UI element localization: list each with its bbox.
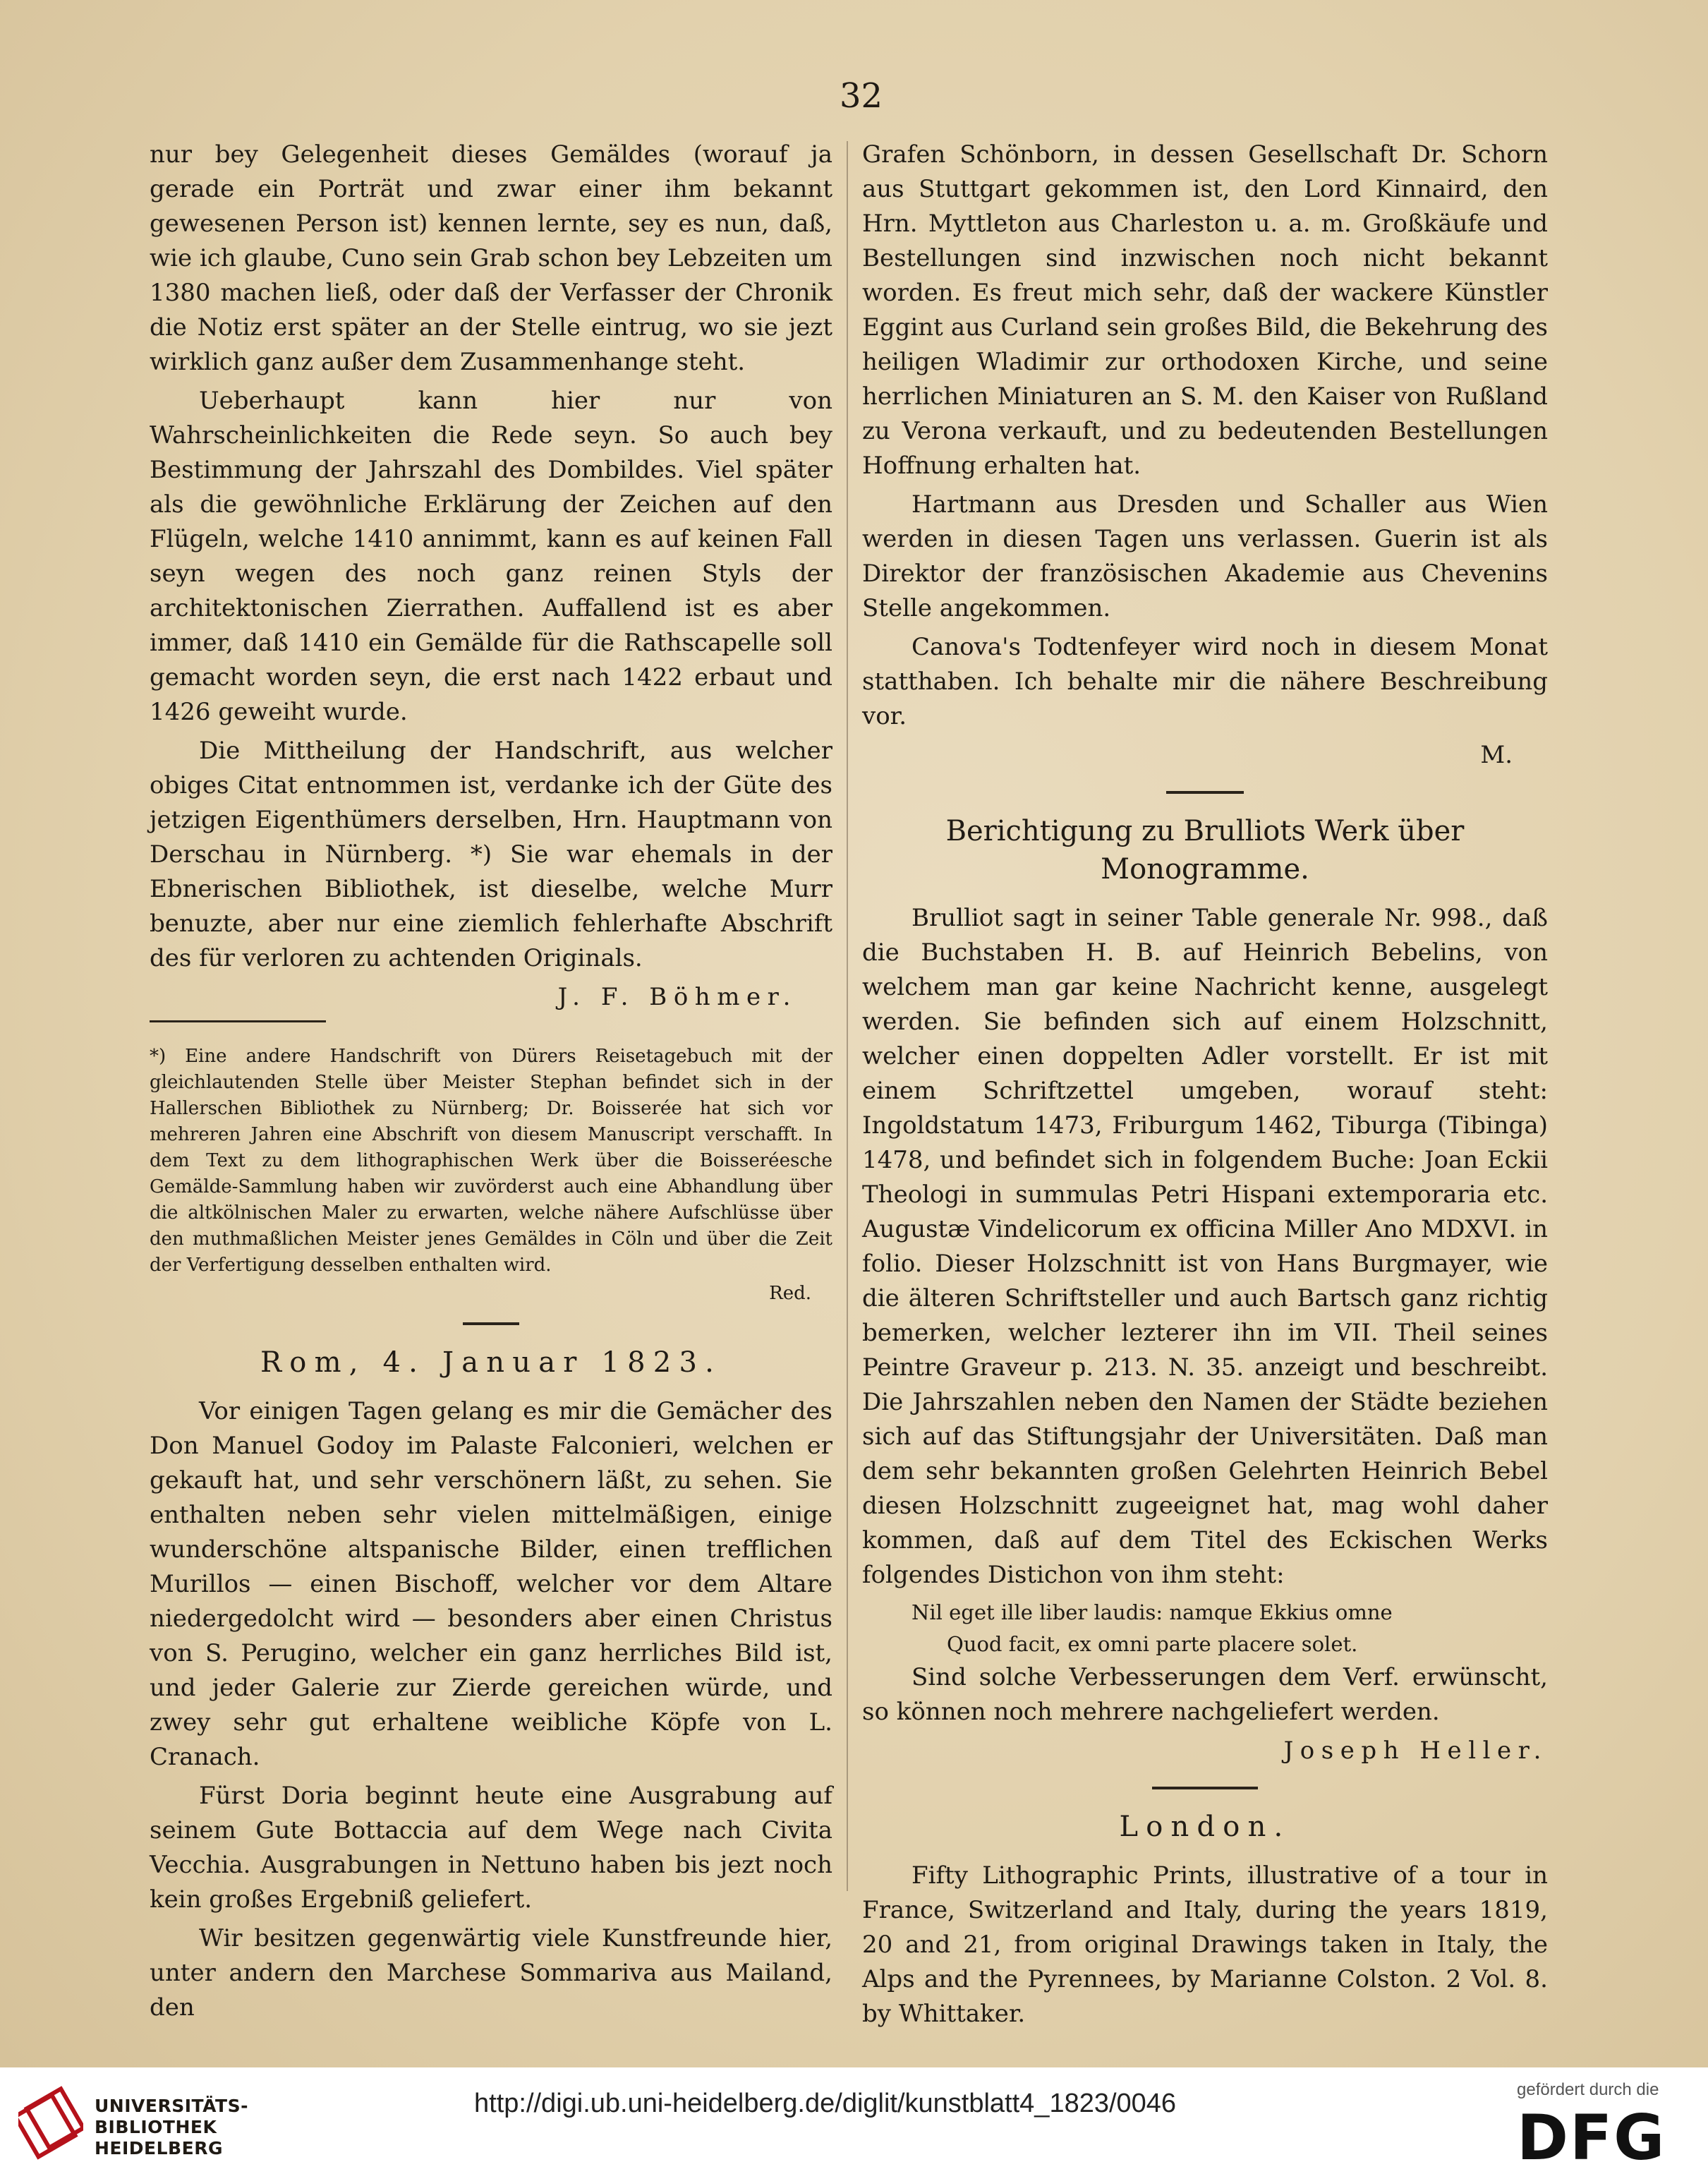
- author-signature: Joseph Heller.: [1283, 1737, 1548, 1765]
- author-signature: M.: [1480, 741, 1513, 769]
- permalink-url[interactable]: http://digi.ub.uni-heidelberg.de/diglit/kunstblatt4_1823/0046: [474, 2089, 1177, 2118]
- viewer-footer: [0, 2067, 1708, 2174]
- library-name-line: UNIVERSITÄTS-: [95, 2096, 248, 2116]
- paragraph: Sind solche Verbesserungen dem Verf. erwünscht, so können noch mehrere nachgeliefert werden.: [862, 1663, 1548, 1726]
- sponsor-text: gefördert durch die: [1517, 2080, 1659, 2099]
- paragraph: Vor einigen Tagen gelang es mir die Gemächer des Don Manuel Godoy im Palaste Falconieri, welchen er gekauft hat, und sehr verschönern läßt, zu sehen. Sie enthalten neben sehr vielen mittelmäßigen, einige wunderschöne altspanische Bilder, einen trefflichen Murillos — einen Bischoff, welcher vor dem Altare niedergedolcht wird — besonders aber einen Christus von S. Perugino, welcher ein ganz herrliches Bild ist, und jeder Galerie zur Zierde gereichen würde, und zwey sehr gut erhaltene weibliche Köpfe von L. Cranach.: [150, 1397, 832, 1771]
- verse-line: Quod facit, ex omni parte placere solet.: [947, 1632, 1358, 1656]
- paragraph: Ueberhaupt kann hier nur von Wahrscheinlichkeiten die Rede seyn. So auch bey Bestimmung der Jahrszahl des Dombildes. Viel später als die gewöhnliche Erklärung der Zeichen auf den Flügeln, welche 1410 annimmt, kann es auf keinen Fall seyn wegen des noch ganz reinen Styls der architektonischen Zierrathen. Auffallend ist es aber immer, daß 1410 ein Gemälde für die Rathscapelle soll gemacht worden seyn, die erst nach 1422 erbaut und 1426 geweiht wurde.: [150, 387, 832, 726]
- library-name-line: HEIDELBERG: [95, 2138, 223, 2158]
- author-signature: J. F. Böhmer.: [557, 983, 797, 1011]
- paragraph: Fürst Doria beginnt heute eine Ausgrabung auf seinem Gute Bottaccia auf dem Wege nach Civita Vecchia. Ausgrabungen in Nettuno haben bis jezt noch kein großes Ergebniß geliefert.: [150, 1782, 832, 1914]
- library-name-line: BIBLIOTHEK: [95, 2117, 217, 2137]
- verse-line: Nil eget ille liber laudis: namque Ekkius omne: [911, 1600, 1393, 1624]
- page-number: 32: [840, 76, 883, 116]
- paragraph: Hartmann aus Dresden und Schaller aus Wien werden in diesen Tagen uns verlassen. Guerin ist als Direktor der französischen Akademie aus Chevenins Stelle angekommen.: [862, 490, 1548, 622]
- footnote-signature: Red.: [769, 1283, 811, 1304]
- footnote: [150, 1044, 832, 1304]
- rome-heading: Rom, 4. Januar 1823.: [260, 1346, 722, 1379]
- london-heading: London.: [1119, 1811, 1291, 1843]
- section-divider: [463, 1322, 519, 1325]
- heidelberg-library-logo-icon[interactable]: [18, 2079, 83, 2162]
- paragraph: nur bey Gelegenheit dieses Gemäldes (worauf ja gerade ein Porträt und zwar einer ihm bekannt gewesenen Person ist) kennen lernte, sey es nun, daß, wie ich glaube, Cuno sein Grab schon bey Lebzeiten um 1380 machen ließ, oder daß der Verfasser der Chronik die Notiz erst später an der Stelle eintrug, wo sie jezt wirklich ganz außer dem Zusammenhange steht.: [150, 140, 832, 376]
- footnote-separator: [150, 1020, 326, 1022]
- section-divider: [1166, 791, 1244, 794]
- left-column: [150, 138, 832, 2029]
- paragraph: Canova's Todtenfeyer wird noch in diesem Monat statthaben. Ich behalte mir die nähere Beschreibung vor.: [862, 633, 1548, 730]
- footnote-text: *) Eine andere Handschrift von Dürers Reisetagebuch mit der gleichlautenden Stelle über Meister Stephan befindet sich in der Hallerschen Bibliothek zu Nürnberg; Dr. Boisserée hat sich vor mehreren Jahren eine Abschrift von diesem Manuscript verschafft. In dem Text zu dem lithographischen Werk über die Boisseréesche Gemälde-Sammlung haben wir zuvörderst auch eine Abhandlung über die altkölnischen Maler zu erwarten, welche nähere Aufschlüsse über den muthmaßlichen Meister jenes Gemäldes in Cöln und über die Zeit der Verfertigung desselben enthalten wird.: [150, 1046, 832, 1276]
- column-divider: [847, 141, 848, 1891]
- paragraph: Grafen Schönborn, in dessen Gesellschaft Dr. Schorn aus Stuttgart gekommen ist, den Lord Kinnaird, den Hrn. Myttleton aus Charleston u. a. m. Großkäufe und Bestellungen sind inzwischen noch nicht bekannt worden. Es freut mich sehr, daß der wackere Künstler Eggint aus Curland sein großes Bild, die Bekehrung des heiligen Wladimir zur orthodoxen Kirche, und seine herrlichen Miniaturen an S. M. den Kaiser von Rußland zu Verona verkauft, und zu bedeutenden Bestellungen Hoffnung erhalten hat.: [862, 140, 1548, 480]
- paragraph: Fifty Lithographic Prints, illustrative of a tour in France, Switzerland and Italy, during the years 1819, 20 and 21, from original Drawings taken in Italy, the Alps and the Pyrennees, by Marianne Colston. 2 Vol. 8. by Whittaker.: [862, 1861, 1548, 2028]
- paragraph: Wir besitzen gegenwärtig viele Kunstfreunde hier, unter andern den Marchese Sommariva aus Mailand, den: [150, 1924, 832, 2022]
- brulliot-heading: Berichtigung zu Brulliots Werk über Monogramme.: [945, 815, 1465, 886]
- paragraph: Brulliot sagt in seiner Table generale Nr. 998., daß die Buchstaben H. B. auf Heinrich Bebelins, von welchem man gar keine Nachricht kenne, ausgelegt werden. Sie befinden sich auf einem Holzschnitt, welcher einen doppelten Adler vorstellt. Er ist mit einem Schriftzettel umgeben, worauf steht: Ingoldstatum 1473, Friburgum 1462, Tiburga (Tibinga) 1478, und befindet sich in folgendem Buche: Joan Eckii Theologi in summulas Petri Hispani extemporaria etc. Augustæ Vindelicorum ex officina Miller Ano MDXVI. in folio. Dieser Holzschnitt ist von Hans Burgmayer, wie die älteren Schriftsteller und auch Bartsch ganz richtig bemerken, welcher lezterer ihn im VII. Theil seines Peintre Graveur p. 213. N. 35. anzeigt und beschreibt. Die Jahrszahlen neben den Namen der Städte beziehen sich auf das Stiftungsjahr der Universitäten. Daß man dem sehr bekannten großen Gelehrten Heinrich Bebel diesen Holzschnitt zugeeignet hat, mag wohl daher kommen, daß auf dem Titel des Eckischen Werks folgendes Distichon von ihm steht:: [862, 904, 1548, 1589]
- paragraph: Die Mittheilung der Handschrift, aus welcher obiges Citat entnommen ist, verdanke ich der Güte des jetzigen Eigenthümers derselben, Hrn. Hauptmann von Derschau in Nürnberg. *) Sie war ehemals in der Ebnerischen Bibliothek, ist dieselbe, welche Murr benuzte, aber nur eine ziemlich fehlerhafte Abschrift des für verloren zu achtenden Originals.: [150, 737, 832, 972]
- dfg-logo[interactable]: DFG: [1517, 2101, 1666, 2174]
- right-column: [862, 138, 1548, 2036]
- section-divider: [1152, 1787, 1258, 1789]
